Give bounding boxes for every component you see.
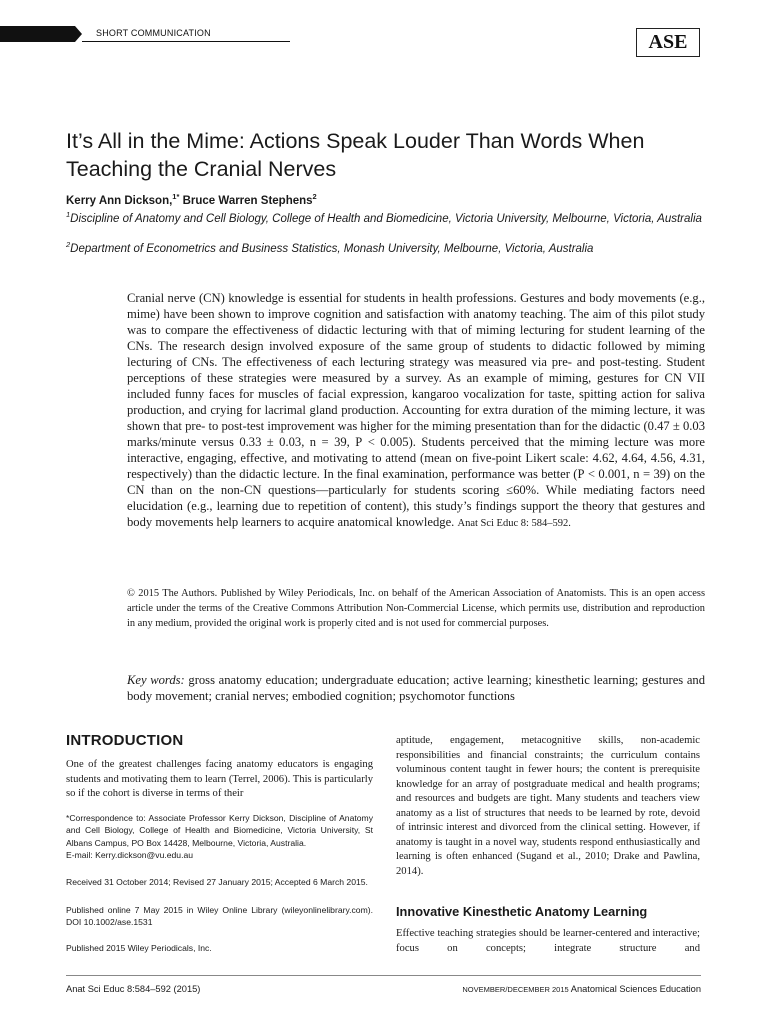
author-list bbox=[66, 192, 317, 207]
affiliation-text: Department of Econometrics and Business Statistics, Monash University, Melbourne, Victoria, Australia bbox=[70, 243, 594, 255]
affiliation-number: 2 bbox=[66, 240, 71, 250]
correspondence-email[interactable]: E-mail: Kerry.dickson@vu.edu.au bbox=[66, 849, 194, 860]
publisher-note: Published 2015 Wiley Periodicals, Inc. bbox=[66, 943, 212, 953]
affiliation-text: Discipline of Anatomy and Cell Biology, College of Health and Biomedicine, Victoria University, Melbourne, Victoria, Australia bbox=[70, 213, 702, 225]
body-paragraph: aptitude, engagement, metacognitive skills, non-academic responsibilities and financial constraints; the curriculum contains voluminous content taught in fewer hours; the content is prerequisite knowledge for an array of postgraduate medical and health programs; and resources and budgets are tight. Many students and teachers view anatomy as a list of structures that needs to be learned by rote, devoid of intrinsic interest and divorced from the clinical setting. However, if anatomy is taught in a novel way, students respond enthusiastically and learning is often enhanced (Sugand et al., 2010; Drake and Pawlina, 2014). bbox=[396, 735, 700, 877]
section-heading-kinesthetic: Innovative Kinesthetic Anatomy Learning bbox=[396, 904, 648, 919]
footer-divider bbox=[66, 975, 701, 976]
published-online-note: Published online 7 May 2015 in Wiley Online Library (wileyonlinelibrary.com). DOI 10.1002/ase.1531 bbox=[66, 905, 373, 928]
abstract-citation: Anat Sci Educ 8: 584–592. bbox=[457, 518, 571, 529]
author-name: Kerry Ann Dickson, bbox=[66, 195, 173, 207]
keywords bbox=[127, 672, 705, 704]
article-title: It’s All in the Mime: Actions Speak Louder Than Words When Teaching the Cranial Nerves bbox=[66, 129, 645, 181]
footer-journal bbox=[400, 984, 701, 994]
correspondence-address: *Correspondence to: Associate Professor Kerry Dickson, Discipline of Anatomy and Cell Biology, College of Health and Biomedicine, Victoria University, St Albans Campus, PO Box 14428, Melbourne, Victoria, Australia. bbox=[66, 813, 373, 848]
author-affiliation-mark: 2 bbox=[312, 192, 317, 202]
abstract-text: Cranial nerve (CN) knowledge is essential for students in health professions. Gestures and body movements (e.g., mime) have been shown to improve cognition and satisfaction with anatomy teaching. The aim of this pilot study was to compare the effectiveness of didactic lecturing with that of miming lecturing for student learning of the CNs. The research design involved exposure of the same group of students to didactic followed by miming lecturing of CNs. The effectiveness of each lecturing strategy was measured via pre- and post-testing. Student perceptions of these strategies were measured by a survey. As an example of miming, gestures for CN VII included funny faces for muscles of facial expression, kangaroo vocalization for taste, spitting action for saliva production, and crying for lacrimal gland production. Accounting for extra duration of the miming lecture, it was shown that pre- to post-test improvement was higher for the miming presentation than for the didactic (0.47 ± 0.03 marks/minute versus 0.33 ± 0.03, n = 39, P < 0.005). Students perceived that the miming lecture was more interactive, engaging, effective, and motivating to attend (mean on five-point Likert scale: 4.62, 4.64, 4.56, 4.31, respectively) than the didactic lecture. In the final examination, performance was better (P < 0.001, n = 39) on the CN than on the non-CN questions—particularly for students scoring ≤60%. While mediating factors need elucidation (e.g., learning due to repetition of content), this study’s findings support the theory that gestures and body movements help learners to acquire anatomical knowledge. bbox=[127, 291, 705, 529]
abstract bbox=[127, 290, 705, 532]
author-affiliation-mark: 1* bbox=[172, 192, 180, 202]
correspondence-note bbox=[66, 812, 373, 861]
keywords-text: gross anatomy education; undergraduate education; active learning; kinesthetic learning; gestures and body movement; cranial nerves; embodied cognition; psychomotor functions bbox=[127, 673, 705, 703]
section-label: SHORT COMMUNICATION bbox=[96, 28, 211, 38]
keywords-label: Key words: bbox=[127, 673, 185, 687]
body-paragraph: One of the greatest challenges facing anatomy educators is engaging students and motivating them to learn (Terrel, 2006). This is particularly so if the cohort is diverse in terms of their bbox=[66, 759, 373, 799]
affiliation bbox=[66, 212, 706, 227]
footer-journal-name: Anatomical Sciences Education bbox=[570, 984, 701, 994]
journal-logo[interactable]: ASE bbox=[636, 28, 700, 57]
body-paragraph: Effective teaching strategies should be learner-centered and interactive; focus on concepts; integrate structure and bbox=[396, 928, 700, 954]
copyright-notice: © 2015 The Authors. Published by Wiley Periodicals, Inc. on behalf of the American Association of Anatomists. This is an open access article under the terms of the Creative Commons Attribution Non-Commercial License, which permits use, distribution and reproduction in any medium, provided the original work is properly cited and is not used for commercial purposes. bbox=[127, 588, 705, 629]
footer-citation: Anat Sci Educ 8:584–592 (2015) bbox=[66, 984, 201, 994]
received-dates: Received 31 October 2014; Revised 27 January 2015; Accepted 6 March 2015. bbox=[66, 877, 368, 887]
affiliation bbox=[66, 242, 706, 257]
footer-issue: NOVEMBER/DECEMBER 2015 bbox=[462, 985, 569, 994]
section-heading-introduction: INTRODUCTION bbox=[66, 732, 184, 749]
affiliation-number: 1 bbox=[66, 210, 71, 220]
author-name: Bruce Warren Stephens bbox=[182, 195, 313, 207]
